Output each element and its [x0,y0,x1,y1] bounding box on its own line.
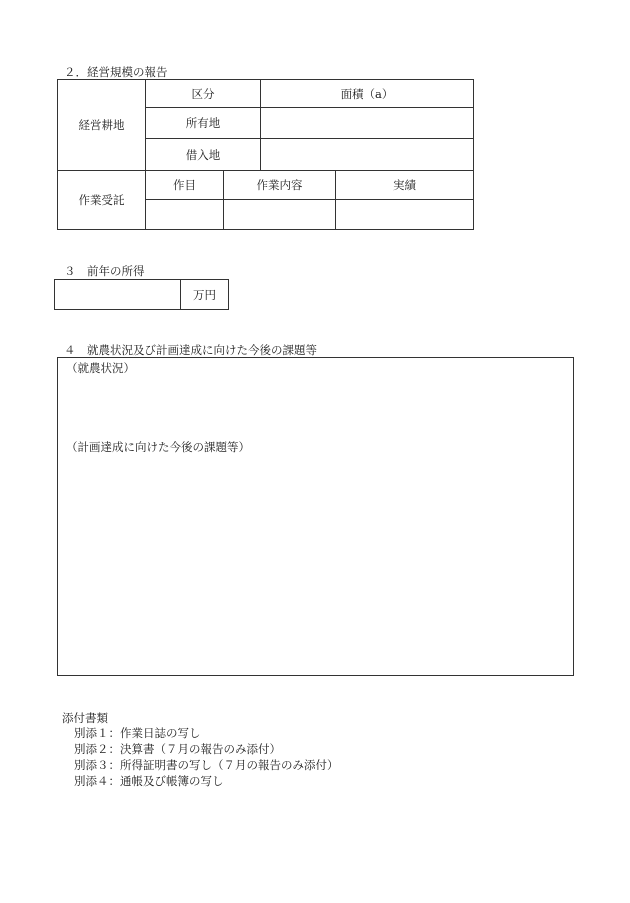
attachment-item: 別添４：通帳及び帳簿の写し [74,774,224,788]
result-cell[interactable] [336,200,474,230]
row-leased-label: 借入地 [146,139,261,171]
crop-cell[interactable] [146,200,224,230]
farmland-label: 経営耕地 [58,80,146,171]
issues-label: （計画達成に向けた今後の課題等） [66,440,250,454]
attachments-list [74,725,339,789]
col-crop-header: 作目 [146,171,224,200]
status-label: （就農状況） [66,361,135,375]
col-result-header: 実績 [336,171,474,200]
col-kubun-header: 区分 [146,80,261,108]
attachment-item: 別添１：作業日誌の写し [74,726,201,740]
status-issues-box[interactable] [57,357,574,676]
attachment-item: 別添２：決算書（７月の報告のみ添付） [74,742,281,756]
income-table [54,279,229,310]
section4-heading: ４ 就農状況及び計画達成に向けた今後の課題等 [64,343,317,357]
section3-heading: ３ 前年の所得 [64,264,145,278]
contract-label: 作業受託 [58,171,146,230]
owned-area-cell[interactable] [261,108,474,139]
leased-area-cell[interactable] [261,139,474,171]
work-cell[interactable] [224,200,336,230]
contract-work-table [57,170,474,230]
farmland-table [57,79,474,171]
attachments-heading: 添付書類 [62,711,108,725]
attachment-item: 別添３：所得証明書の写し（７月の報告のみ添付） [74,758,339,772]
income-unit: 万円 [181,280,229,310]
row-owned-label: 所有地 [146,108,261,139]
income-value-cell[interactable] [55,280,181,310]
col-area-header: 面積（a） [261,80,474,108]
section2-heading: ２．経営規模の報告 [64,65,168,79]
col-work-header: 作業内容 [224,171,336,200]
